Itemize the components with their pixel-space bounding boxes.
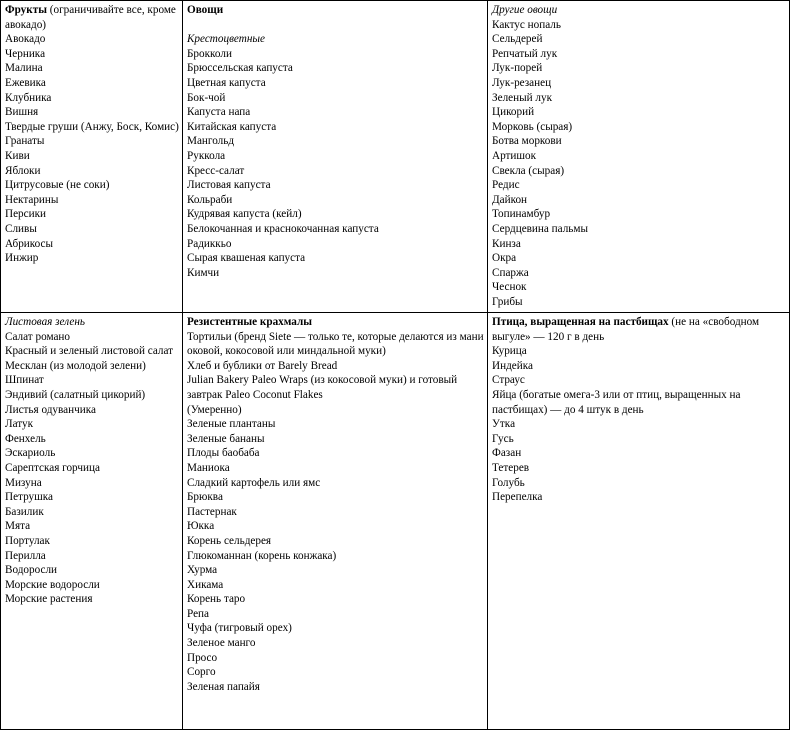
list-item: Зеленое манго	[187, 637, 256, 650]
list-item: Гранаты	[5, 135, 45, 148]
list-item: Спаржа	[492, 266, 529, 279]
list-item: Сорго	[187, 666, 216, 679]
list-item: Яблоки	[5, 164, 41, 177]
list-item: Сладкий картофель или ямс	[187, 476, 321, 489]
list-item: Водоросли	[5, 564, 58, 577]
list-item: Брокколи	[187, 47, 232, 60]
fruits-cell	[1, 1, 183, 313]
list-item: Фазан	[492, 447, 522, 460]
list-item: Шпинат	[5, 374, 44, 387]
list-item: Мангольд	[187, 135, 235, 148]
list-item: Малина	[5, 62, 43, 75]
list-item: Нектарины	[5, 193, 59, 206]
list-item: Морковь (сырая)	[492, 120, 573, 133]
list-item: Латук	[5, 418, 34, 431]
list-item: Зеленая папайя	[187, 680, 260, 693]
list-item: Плоды баобаба	[187, 447, 260, 460]
list-item: Инжир	[5, 252, 39, 265]
list-item: Цветная капуста	[187, 76, 266, 89]
list-item: Клубника	[5, 91, 52, 104]
resistant-starches-cell	[183, 313, 488, 730]
list-item: Лук-резанец	[492, 76, 552, 89]
list-item: Хлеб и бублики от Barely Bread	[187, 359, 338, 372]
list-item: Листья одуванчика	[5, 403, 96, 416]
spacer	[187, 18, 484, 33]
list-item: Маниока	[187, 461, 230, 474]
other-vegetables-list	[492, 18, 786, 310]
list-item: Капуста напа	[187, 106, 251, 119]
list-item: Курица	[492, 345, 527, 358]
list-item: Руккола	[187, 149, 226, 162]
list-item: Кимчи	[187, 266, 220, 279]
list-item: Топинамбур	[492, 208, 551, 221]
resistant-starches-list	[187, 330, 484, 695]
fruits-list	[5, 32, 179, 266]
list-item: Окра	[492, 252, 517, 265]
list-item: Бок-чой	[187, 91, 226, 104]
list-item: Грибы	[492, 295, 523, 308]
list-item: Яйца (богатые омега-3 или от птиц, выращенных на пастбищах) — до 4 штук в день	[492, 388, 741, 416]
list-item: Юкка	[187, 520, 215, 533]
resistant-starches-heading: Резистентные крахмалы	[187, 316, 313, 328]
list-item: Перепелка	[492, 491, 543, 504]
list-item: Морские растения	[5, 593, 93, 606]
list-item: Сливы	[5, 222, 37, 235]
list-item: Репа	[187, 607, 209, 620]
list-item: Радиккьо	[187, 237, 232, 250]
list-item: Хурма	[187, 564, 218, 577]
list-item: Дайкон	[492, 193, 528, 206]
fruits-heading-note: (ограничивайте все, кроме авокадо)	[5, 4, 176, 31]
list-item: Julian Bakery Paleo Wraps (из кокосовой муки) и готовый завтрак Paleo Coconut Flakes	[187, 374, 458, 401]
list-item: Эскариоль	[5, 447, 56, 460]
list-item: Месклан (из молодой зелени)	[5, 359, 146, 372]
list-item: Просо	[187, 651, 218, 664]
list-item: Корень сельдерея	[187, 534, 272, 547]
list-item: Салат романо	[5, 330, 70, 343]
list-item: Китайская капуста	[187, 120, 277, 133]
list-item: Кинза	[492, 237, 521, 250]
list-item: Фенхель	[5, 432, 46, 445]
leafy-greens-heading: Листовая зелень	[5, 316, 85, 328]
list-item: Перилла	[5, 549, 46, 562]
list-item: Утка	[492, 418, 516, 431]
list-item: Свекла (сырая)	[492, 164, 565, 177]
poultry-cell	[488, 313, 790, 730]
list-item: (Умеренно)	[187, 403, 242, 416]
list-item: Кактус нопаль	[492, 18, 561, 31]
list-item: Мята	[5, 520, 31, 533]
list-item: Базилик	[5, 505, 44, 518]
list-item: Морские водоросли	[5, 578, 100, 591]
vegetables-cell	[183, 1, 488, 313]
list-item: Корень таро	[187, 593, 246, 606]
list-item: Ботва моркови	[492, 135, 562, 148]
fruits-heading: Фрукты	[5, 4, 47, 16]
list-item: Красный и зеленый листовой салат	[5, 345, 174, 358]
list-item: Зеленый лук	[492, 91, 553, 104]
list-item: Репчатый лук	[492, 47, 558, 60]
list-item: Брюква	[187, 491, 223, 504]
list-item: Персики	[5, 208, 47, 221]
list-item: Мизуна	[5, 476, 42, 489]
list-item: Кресс-салат	[187, 164, 245, 177]
list-item: Белокочанная и краснокочанная капуста	[187, 222, 379, 235]
list-item: Твердые груши (Анжу, Боск, Комис)	[5, 120, 179, 133]
list-item: Зеленые бананы	[187, 432, 265, 445]
list-item: Редис	[492, 179, 520, 192]
list-item: Сарептская горчица	[5, 461, 100, 474]
list-item: Голубь	[492, 476, 525, 489]
vegetables-heading: Овощи	[187, 4, 224, 16]
other-vegetables-heading: Другие овощи	[492, 4, 558, 16]
list-item: Чеснок	[492, 281, 527, 294]
list-item: Пастернак	[187, 505, 237, 518]
list-item: Ежевика	[5, 76, 46, 89]
list-item: Глюкоманнан (корень конжака)	[187, 549, 337, 562]
list-item: Вишня	[5, 106, 39, 119]
list-item: Эндивий (салатный цикорий)	[5, 388, 146, 401]
list-item: Индейка	[492, 359, 533, 372]
poultry-heading-note: (не на «свободном выгуле» — 120 г в день	[492, 316, 760, 343]
leafy-greens-cell	[1, 313, 183, 730]
list-item: Кудрявая капуста (кейл)	[187, 208, 302, 221]
list-item: Сердцевина пальмы	[492, 222, 589, 235]
list-item: Тортильи (бренд Siete — только те, которые делаются из мани оковой, кокосовой или миндальной муки)	[187, 330, 484, 358]
list-item: Портулак	[5, 534, 50, 547]
list-item: Киви	[5, 149, 30, 162]
list-item: Цикорий	[492, 106, 535, 119]
list-item: Зеленые плантаны	[187, 418, 276, 431]
leafy-greens-list	[5, 330, 179, 607]
list-item: Тетерев	[492, 461, 530, 474]
list-item: Кольраби	[187, 193, 233, 206]
poultry-list	[492, 344, 786, 505]
poultry-heading: Птица, выращенная на пастбищах	[492, 316, 669, 328]
list-item: Артишок	[492, 149, 537, 162]
list-item: Лук-порей	[492, 62, 543, 75]
list-item: Листовая капуста	[187, 179, 271, 192]
list-item: Брюссельская капуста	[187, 62, 293, 75]
list-item: Черника	[5, 47, 46, 60]
cruciferous-subheading: Крестоцветные	[187, 33, 265, 46]
list-item: Хикама	[187, 578, 224, 591]
list-item: Гусь	[492, 432, 514, 445]
list-item: Сельдерей	[492, 33, 543, 46]
other-vegetables-cell	[488, 1, 790, 313]
list-item: Авокадо	[5, 33, 46, 46]
list-item: Петрушка	[5, 491, 53, 504]
list-item: Чуфа (тигровый орех)	[187, 622, 292, 635]
vegetables-list	[187, 47, 484, 281]
list-item: Страус	[492, 374, 525, 387]
list-item: Сырая квашеная капуста	[187, 252, 306, 265]
list-item: Абрикосы	[5, 237, 54, 250]
list-item: Цитрусовые (не соки)	[5, 179, 110, 192]
